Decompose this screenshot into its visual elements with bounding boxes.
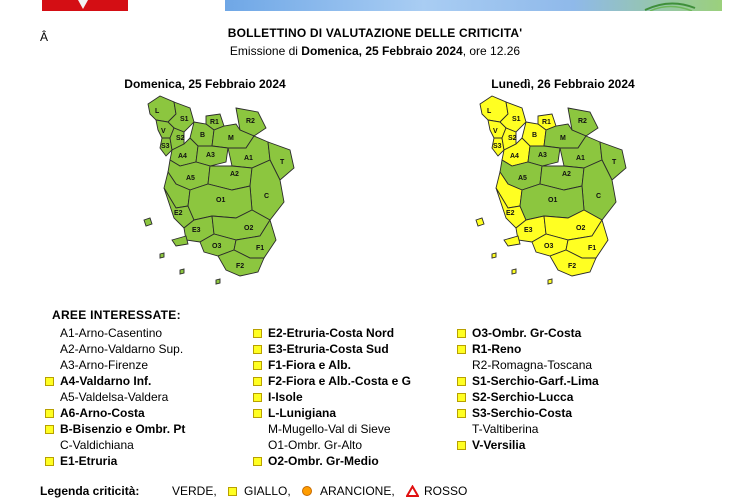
area-name: S2-Serchio-Lucca: [472, 390, 574, 404]
zone-label-A5: A5: [186, 175, 195, 182]
zone-label-R2: R2: [246, 118, 255, 125]
zone-label-R1: R1: [542, 119, 551, 126]
zone-label-S2: S2: [508, 135, 517, 142]
yellow-square-icon: [253, 377, 262, 386]
zone-I4: [180, 269, 184, 274]
areas-title: AREE INTERESSATE:: [52, 308, 181, 322]
legend-arancione-circle-icon: [302, 486, 312, 496]
stray-character: Â: [40, 30, 49, 44]
zone-label-L: L: [487, 108, 492, 115]
map-day2-zones: [476, 96, 626, 284]
zone-label-C: C: [596, 193, 602, 200]
yellow-square-icon: [457, 329, 466, 338]
zone-I2: [504, 236, 520, 246]
zone-label-S3: S3: [161, 143, 170, 150]
area-name: I-Isole: [268, 390, 303, 404]
area-name: E2-Etruria-Costa Nord: [268, 326, 395, 340]
zone-label-F1: F1: [588, 245, 597, 252]
zone-label-A4: A4: [178, 153, 187, 160]
legend-verde: VERDE,: [172, 484, 217, 498]
zone-label-F1: F1: [256, 245, 265, 252]
zone-I4: [512, 269, 516, 274]
zone-I1: [144, 218, 152, 226]
legend-label: Legenda criticità:: [40, 484, 140, 498]
zone-label-A3: A3: [206, 152, 215, 159]
area-name: A6-Arno-Costa: [60, 406, 145, 420]
zone-label-A1: A1: [576, 155, 585, 162]
yellow-square-icon: [253, 361, 262, 370]
zone-label-R1: R1: [210, 119, 219, 126]
zone-label-M: M: [228, 135, 234, 142]
region-logo: [42, 0, 128, 11]
zone-label-S1: S1: [180, 116, 189, 123]
yellow-square-icon: [457, 393, 466, 402]
area-name: O2-Ombr. Gr-Medio: [268, 454, 379, 468]
area-name: A5-Valdelsa-Valdera: [60, 390, 169, 404]
zone-label-E2: E2: [506, 210, 515, 217]
zone-label-L: L: [155, 108, 160, 115]
zone-label-T: T: [612, 159, 617, 166]
legend: [40, 484, 740, 500]
zone-label-B: B: [532, 132, 538, 139]
zone-I2: [172, 236, 188, 246]
yellow-square-icon: [45, 457, 54, 466]
zone-label-S2: S2: [176, 135, 185, 142]
yellow-square-icon: [253, 345, 262, 354]
zone-label-A5: A5: [518, 175, 527, 182]
area-name: E1-Etruria: [60, 454, 118, 468]
area-name: A3-Arno-Firenze: [60, 358, 149, 372]
area-name: O1-Ombr. Gr-Alto: [268, 438, 363, 452]
area-name: R1-Reno: [472, 342, 522, 356]
area-name: T-Valtiberina: [472, 422, 539, 436]
zone-label-E3: E3: [524, 227, 533, 234]
area-name: L-Lunigiana: [268, 406, 336, 420]
yellow-square-icon: [253, 393, 262, 402]
area-name: F2-Fiora e Alb.-Costa e G: [268, 374, 411, 388]
area-name: A1-Arno-Casentino: [60, 326, 163, 340]
zone-label-F2: F2: [236, 263, 245, 270]
zone-label-O3: O3: [544, 243, 554, 250]
legend-giallo: GIALLO,: [244, 484, 291, 498]
legend-giallo-square-icon: [228, 487, 237, 496]
zone-label-A2: A2: [230, 171, 239, 178]
zone-label-B: B: [200, 132, 206, 139]
zone-label-V: V: [493, 128, 498, 135]
map-title-day1: Domenica, 25 Febbraio 2024: [124, 77, 286, 91]
zone-I5: [548, 279, 552, 284]
yellow-square-icon: [45, 377, 54, 386]
zone-label-A1: A1: [244, 155, 253, 162]
emission-prefix: Emissione di: [229, 44, 302, 58]
yellow-square-icon: [45, 409, 54, 418]
yellow-square-icon: [457, 441, 466, 450]
area-name: R2-Romagna-Toscana: [472, 358, 593, 372]
area-name: V-Versilia: [472, 438, 526, 452]
emission-date: Domenica, 25 Febbraio 2024: [301, 44, 463, 58]
area-name: M-Mugello-Val di Sieve: [268, 422, 391, 436]
zone-I3: [492, 253, 496, 258]
bulletin-title: BOLLETTINO DI VALUTAZIONE DELLE CRITICITA': [227, 26, 523, 40]
yellow-square-icon: [253, 409, 262, 418]
yellow-square-icon: [457, 377, 466, 386]
zone-label-V: V: [161, 128, 166, 135]
zone-label-A2: A2: [562, 171, 571, 178]
zone-label-M: M: [560, 135, 566, 142]
area-name: S1-Serchio-Garf.-Lima: [472, 374, 599, 388]
zone-label-A3: A3: [538, 152, 547, 159]
zone-label-O1: O1: [548, 197, 558, 204]
zone-label-S1: S1: [512, 116, 521, 123]
zone-label-O2: O2: [244, 225, 254, 232]
yellow-square-icon: [253, 457, 262, 466]
zone-I1: [476, 218, 484, 226]
yellow-square-icon: [457, 409, 466, 418]
zone-label-A4: A4: [510, 153, 519, 160]
zone-label-R2: R2: [578, 118, 587, 125]
area-name: F1-Fiora e Alb.: [268, 358, 351, 372]
map-day2: [472, 90, 642, 290]
emission-time: , ore 12.26: [462, 44, 521, 58]
zone-label-T: T: [280, 159, 285, 166]
map-title-day2: Lunedì, 26 Febbraio 2024: [491, 77, 635, 91]
area-name: A4-Valdarno Inf.: [60, 374, 152, 388]
map-day1: [140, 90, 310, 290]
logo-glyph-icon: [78, 0, 88, 9]
area-name: O3-Ombr. Gr-Costa: [472, 326, 582, 340]
zone-label-O3: O3: [212, 243, 222, 250]
map-day1-zones: [144, 96, 294, 284]
area-name: C-Valdichiana: [60, 438, 134, 452]
legend-rosso-triangle-icon: [406, 485, 419, 500]
emission-line: [0, 44, 750, 58]
zone-label-S3: S3: [493, 143, 502, 150]
area-name: A2-Arno-Valdarno Sup.: [60, 342, 184, 356]
yellow-square-icon: [45, 425, 54, 434]
zone-label-O2: O2: [576, 225, 586, 232]
area-name: S3-Serchio-Costa: [472, 406, 573, 420]
zone-label-E3: E3: [192, 227, 201, 234]
area-name: E3-Etruria-Costa Sud: [268, 342, 389, 356]
legend-arancione: ARANCIONE,: [320, 484, 395, 498]
zone-label-F2: F2: [568, 263, 577, 270]
zone-label-O1: O1: [216, 197, 226, 204]
legend-rosso: ROSSO: [424, 484, 468, 498]
banner-swirl-icon: [640, 0, 700, 11]
yellow-square-icon: [253, 329, 262, 338]
area-name: B-Bisenzio e Ombr. Pt: [60, 422, 186, 436]
zone-label-E2: E2: [174, 210, 183, 217]
yellow-square-icon: [457, 345, 466, 354]
zone-I3: [160, 253, 164, 258]
zone-I5: [216, 279, 220, 284]
zone-label-C: C: [264, 193, 270, 200]
